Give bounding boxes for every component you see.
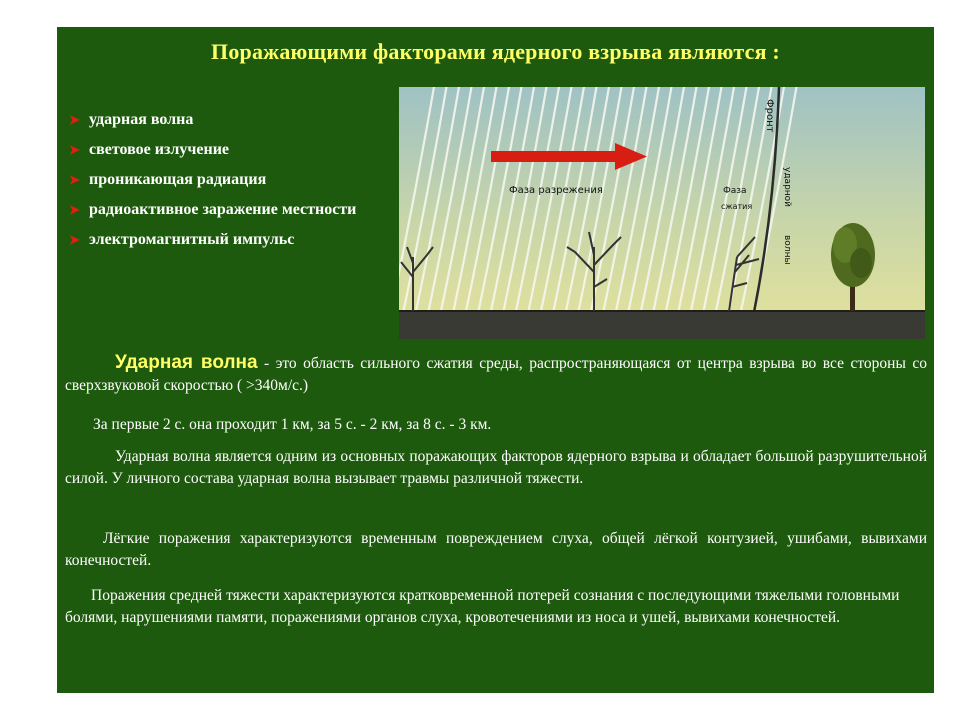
slide [57, 27, 934, 693]
paragraph-definition: Ударная волна - это область сильного сжатия среды, распространяющаяся от центра взрыва во все стороны со сверхзвуковой скоростью ( >340м/с.) [65, 352, 927, 394]
paragraph-speed: За первые 2 с. она проходит 1 км, за 5 с. - 2 км, за 8 с. - 3 км. [93, 416, 492, 433]
list-item: ➤ радиоактивное заражение местности [69, 195, 399, 225]
paragraph-main-factor: Ударная волна является одним из основных поражающих факторов ядерного взрыва и обладает большой разрушительной силой. У личного состава ударная волна вызывает травмы различной тяжести. [65, 448, 927, 487]
arrow-bullet-icon: ➤ [69, 172, 80, 187]
list-item: ➤ проникающая радиация [69, 165, 399, 195]
highlight-term: Ударная волна [115, 352, 258, 373]
paragraph-light-injury: Лёгкие поражения характеризуются временным повреждением слуха, общей лёгкой контузией, ушибами, вывихами конечностей. [65, 530, 927, 569]
shock-wave-label: волны [782, 235, 792, 265]
list-item: ➤ световое излучение [69, 135, 399, 165]
front-label: Фронт [764, 99, 775, 133]
arrow-bullet-icon: ➤ [69, 232, 80, 247]
shock-wave-illustration [399, 87, 925, 339]
arrow-bullet-icon: ➤ [69, 202, 80, 217]
arrow-bullet-icon: ➤ [69, 112, 80, 127]
rarefaction-label: Фаза разрежения [509, 185, 603, 196]
arrow-bullet-icon: ➤ [69, 142, 80, 157]
paragraph-medium-injury: Поражения средней тяжести характеризуются кратковременной потерей сознания с последующими тяжелыми головными болями, нарушениями памяти, поражениями органов слуха, кровотечениями из носа и ушей, вывихами конечностей. [65, 587, 900, 626]
bullet-list [69, 105, 399, 255]
compression-label: Фаза [723, 186, 747, 196]
compression-label: сжатия [721, 202, 753, 211]
list-item: ➤ электромагнитный импульс [69, 225, 399, 255]
slide-title: Поражающими факторами ядерного взрыва являются : [211, 39, 780, 64]
shock-wave-label: ударной [782, 167, 792, 208]
list-item: ➤ ударная волна [69, 105, 399, 135]
